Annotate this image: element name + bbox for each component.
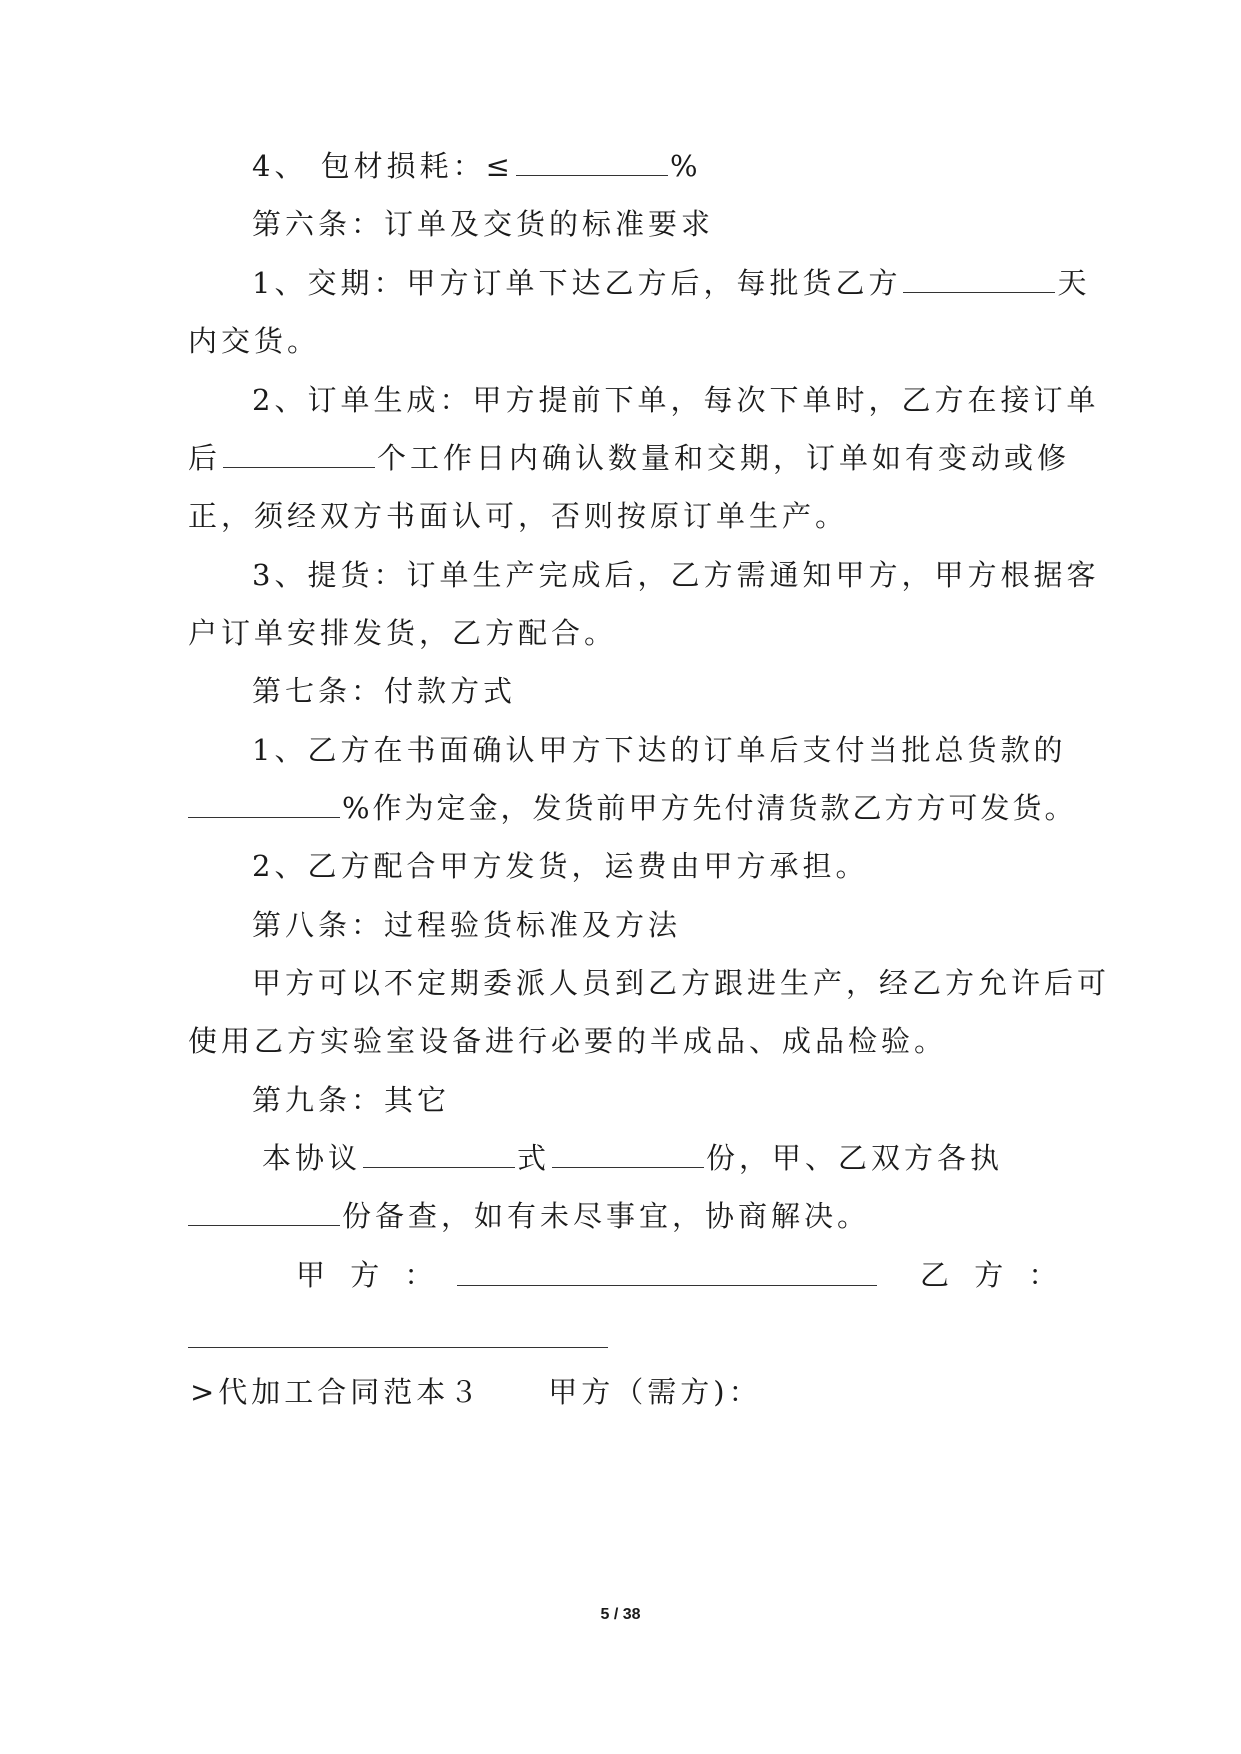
text-line: 使用乙方实验室设备进行必要的半成品、成品检验。 — [188, 1024, 948, 1058]
signature-line-b — [188, 1347, 608, 1348]
fill-blank — [903, 266, 1055, 293]
line-text: 份，甲、乙双方各执 — [706, 1141, 1004, 1175]
section-heading: 第九条：其它 — [252, 1083, 451, 1117]
signature-line-a — [457, 1285, 877, 1286]
text-line — [252, 146, 1132, 186]
line-text: %作为定金，发货前甲方先付清货款乙方方可发货。 — [342, 791, 1077, 825]
fill-blank — [363, 1141, 515, 1168]
fill-blank — [552, 1141, 704, 1168]
fill-blank — [188, 791, 340, 818]
section-heading: 第七条：付款方式 — [252, 674, 517, 708]
page-number: 5 / 38 — [600, 1606, 641, 1623]
line-text: 4、 包材损耗：≤ — [252, 149, 514, 183]
text-line: 甲方可以不定期委派人员到乙方跟进生产，经乙方允许后可 — [252, 966, 1111, 1000]
line-text: 后 — [188, 441, 222, 475]
text-line: 户订单安排发货，乙方配合。 — [188, 616, 618, 650]
line-text: 个工作日内确认数量和交期，订单如有变动或修 — [377, 441, 1071, 475]
text-line — [188, 1196, 1068, 1236]
line-text: 份备查，如有未尽事宜，协商解决。 — [342, 1199, 871, 1233]
text-line — [188, 788, 1077, 828]
line-text: 式 — [517, 1141, 551, 1175]
text-line: 2、订单生成：甲方提前下单，每次下单时，乙方在接订单 — [252, 383, 1100, 417]
text-line: 3、提货：订单生产完成后，乙方需通知甲方，甲方根据客 — [252, 558, 1100, 592]
line-text: 本协议 — [262, 1141, 362, 1175]
text-line: >代加工合同范本３ 甲方（需方)： — [190, 1375, 762, 1409]
fill-blank — [516, 149, 668, 176]
text-line — [188, 438, 1071, 478]
section-heading: 第八条：过程验货标准及方法 — [252, 908, 682, 942]
text-line: 2、乙方配合甲方发货，运费由甲方承担。 — [252, 849, 869, 883]
text-line: 1、乙方在书面确认甲方下达的订单后支付当批总货款的 — [252, 733, 1067, 767]
text-line — [262, 1138, 1142, 1178]
line-text: % — [669, 149, 702, 183]
party-a-label: 甲 方 ： — [296, 1258, 442, 1292]
fill-blank — [223, 441, 375, 468]
line-text: 1、交期：甲方订单下达乙方后，每批货乙方 — [252, 266, 902, 300]
line-text: 天 — [1057, 266, 1091, 300]
section-heading: 第六条：订单及交货的标准要求 — [252, 207, 715, 241]
text-line: 正，须经双方书面认可，否则按原订单生产。 — [188, 499, 849, 533]
party-b-label: 乙 方 ： — [920, 1258, 1066, 1292]
text-line — [252, 263, 1132, 303]
fill-blank — [188, 1199, 340, 1226]
text-line: 内交货。 — [188, 324, 321, 358]
